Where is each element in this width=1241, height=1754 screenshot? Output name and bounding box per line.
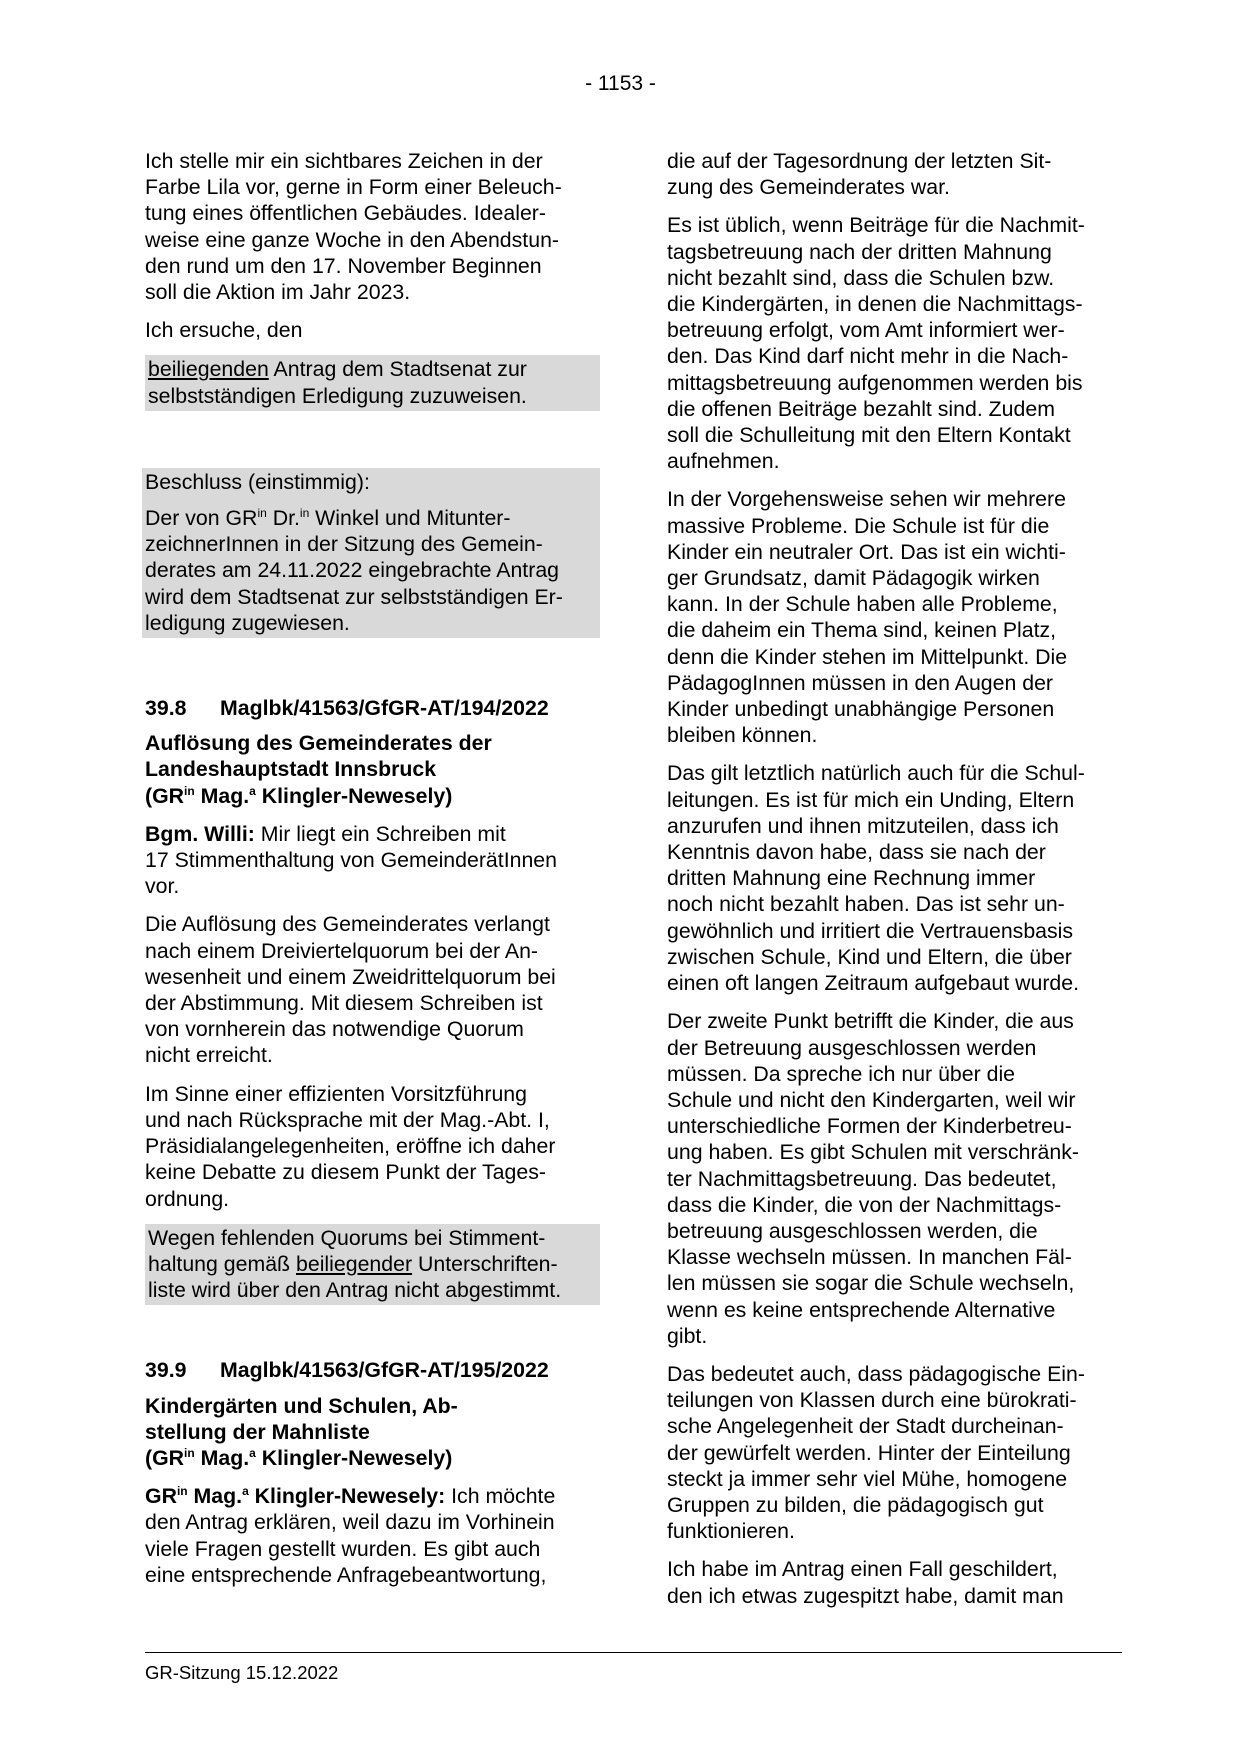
spacer	[145, 1317, 600, 1357]
paragraph: Es ist üblich, wenn Beiträge für die Nachmit- tagsbetreuung nach der dritten Mahnung nicht bezahlt sind, dass die Schulen bzw. die Kindergärten, in denen die Nachmittags- betreuung erfolgt, vom Amt informiert wer- den. Das Kind darf nicht mehr in die Nach- mittagsbetreuung aufgenommen werden bis die offenen Beiträge bezahlt sind. Zudem soll die Schulleitung mit den Eltern Kontakt aufnehmen.	[667, 213, 1085, 474]
spacer	[145, 650, 600, 695]
paragraph: In der Vorgehensweise sehen wir mehrere massive Probleme. Die Schule ist für die Kinder ein neutraler Ort. Das ist ein wichti- ger Grundsatz, damit Pädagogik wirken kann. In der Schule haben alle Probleme, die daheim ein Thema sind, keinen Platz, denn die Kinder stehen im Mittelpunkt. Die PädagogInnen müssen in den Augen der Kinder unbedingt unabhängige Personen bleiben können.	[667, 487, 1068, 748]
paragraph: Ich ersuche, den	[145, 318, 303, 343]
agenda-item-header	[145, 1357, 600, 1383]
agenda-item-header	[145, 695, 600, 721]
paragraph: Im Sinne einer effizienten Vorsitzführung und nach Rücksprache mit der Mag.-Abt. I, Präsidialangelegenheiten, eröffne ich daher keine Debatte zu diesem Punkt der Tages- ordnung.	[145, 1081, 556, 1211]
footer-text: GR-Sitzung 15.12.2022	[145, 1662, 339, 1683]
left-column	[145, 148, 600, 1600]
paragraph: Der zweite Punkt betrifft die Kinder, die aus der Betreuung ausgeschlossen werden müssen. Da spreche ich nur über die Schule und nicht den Kindergarten, weil wir unterschiedliche Formen der Kinderbetreu- ung haben. Es gibt Schulen mit verschränk- ter Nachmittagsbetreuung. Das bedeutet, dass die Kinder, die von der Nachmittags- betreuung ausgeschlossen werden, die Klasse wechseln müssen. In manchen Fäl- len müssen sie sogar die Schule wechseln, wenn es keine entsprechende Alternative gibt.	[667, 1009, 1079, 1348]
underlined-word: beiliegenden	[148, 357, 269, 382]
underlined-word: beiliegender	[296, 1251, 413, 1276]
motion-shaded-block	[145, 355, 600, 410]
paragraph: Das bedeutet auch, dass pädagogische Ein- teilungen von Klassen durch eine bürokrati- sche Angelegenheit der Stadt durcheinan- der gewürfelt werden. Hinter der Einteilung steckt ja immer sehr viel Mühe, homogene Gruppen zu bilden, die pädagogisch gut funktionieren.	[667, 1361, 1085, 1544]
speaker-name: $GR^{in}$ Mag.$^a$ Klingler-Newesely:	[145, 1484, 446, 1509]
paragraph: die auf der Tagesordnung der letzten Sit- zung des Gemeinderates war.	[667, 149, 1052, 200]
agenda-item-number: 39.9	[145, 1358, 187, 1383]
agenda-item-title: Auflösung des Gemeinderates der Landeshauptstadt Innsbruck ($GR^{in}$ Mag.$^a$ Klingler-Newesely)	[145, 731, 492, 808]
resolution-shaded-block	[142, 468, 600, 638]
speaker-name: Bgm. Willi:	[145, 821, 255, 846]
decision-shaded-block: Wegen fehlenden Quorums bei Stimment- haltung gemäß beiliegender Unterschriften- liste wird über den Antrag nicht abgestimmt.	[145, 1224, 600, 1306]
footer-divider	[145, 1652, 1122, 1653]
resolution-text: Der von $GR^{in}$ Dr.$^{in}$ Winkel und Mitunter- zeichnerInnen in der Sitzung des Gemein- derates am 24.11.2022 eingebrachte Antrag wird dem Stadtsenat zur selbstständigen Er- ledigung zugewiesen.	[145, 506, 563, 635]
agenda-item-title: Kindergärten und Schulen, Ab- stellung der Mahnliste ($GR^{in}$ Mag.$^a$ Klingler-Newesely)	[145, 1393, 458, 1470]
agenda-item-reference: Maglbk/41563/GfGR-AT/194/2022	[220, 696, 549, 721]
paragraph: Ich stelle mir ein sichtbares Zeichen in der Farbe Lila vor, gerne in Form einer Beleuch- tung eines öffentlichen Gebäudes. Idealer- weise eine ganze Woche in den Abendstun- den rund um den 17. November Beginnen soll die Aktion im Jahr 2023.	[145, 149, 562, 305]
paragraph: Ich habe im Antrag einen Fall geschildert, den ich etwas zugespitzt habe, damit man	[667, 1557, 1064, 1608]
page-number: - 1153 -	[585, 72, 656, 95]
agenda-item-reference: Maglbk/41563/GfGR-AT/195/2022	[220, 1358, 549, 1383]
speaker-paragraph: Bgm. Willi: Mir liegt ein Schreiben mit 17 Stimmenthaltung von GemeinderätInnen vor.	[145, 821, 557, 899]
motion-text: Antrag dem Stadtsenat zur selbstständigen Erledigung zuzuweisen.	[148, 357, 527, 408]
spacer	[145, 423, 600, 468]
right-column	[667, 148, 1122, 1621]
paragraph: Die Auflösung des Gemeinderates verlangt nach einem Dreiviertelquorum bei der An- wesenheit und einem Zweidrittelquorum bei der Abstimmung. Mit diesem Schreiben ist von vornherein das notwendige Quorum nicht erreicht.	[145, 912, 556, 1068]
resolution-title: Beschluss (einstimmig):	[145, 469, 370, 494]
agenda-item-number: 39.8	[145, 696, 187, 721]
speaker-paragraph: $GR^{in}$ Mag.$^a$ Klingler-Newesely: Ich möchte den Antrag erklären, weil dazu im Vorhinein viele Fragen gestellt wurden. Es gibt auch eine entsprechende Anfragebeantwortung,	[145, 1484, 556, 1587]
paragraph: Das gilt letztlich natürlich auch für die Schul- leitungen. Es ist für mich ein Unding, Eltern anzurufen und ihnen mitzuteilen, dass ich Kenntnis davon habe, dass sie nach der dritten Mahnung eine Rechnung immer noch nicht bezahlt haben. Das ist sehr un- gewöhnlich und irritiert die Vertrauensbasis zwischen Schule, Kind und Eltern, die über einen oft langen Zeitraum aufgebaut wurde.	[667, 761, 1085, 996]
